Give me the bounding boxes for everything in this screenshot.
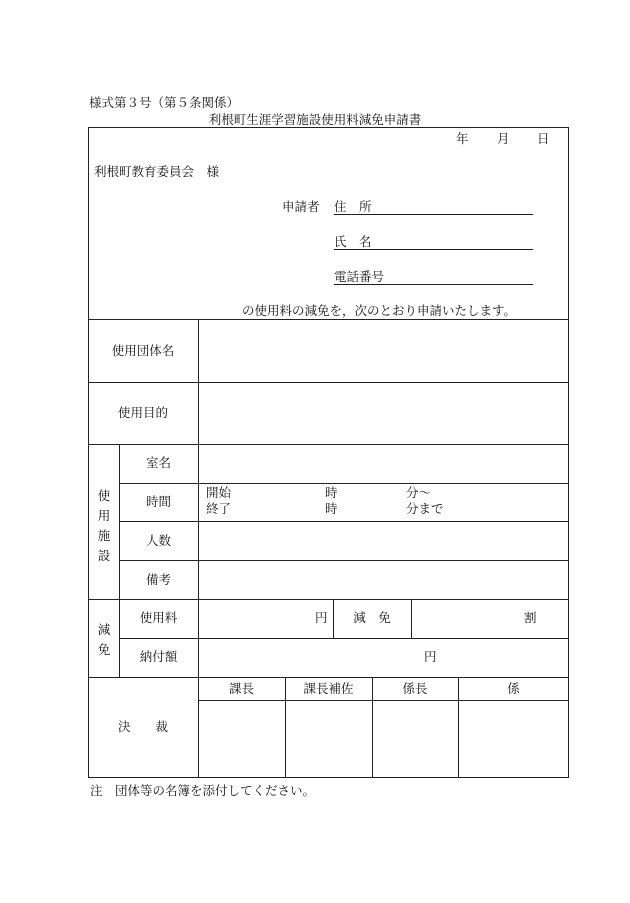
divider [88,444,569,445]
fee-yen-unit: 円 [315,610,328,625]
decision-label: 決 裁 [117,719,168,734]
reduction-group-label: 減 免 [97,622,111,657]
approval-section-chief: 課長 [228,681,254,696]
purpose-label: 使用目的 [117,405,168,420]
divider [198,700,569,701]
divider [88,677,569,678]
divider [119,483,569,484]
form-number: 様式第３号（第５条関係） [89,95,240,110]
approval-staff: 係 [507,681,520,696]
start-hour-label: 時 [325,485,338,500]
reduction-label: 減 免 [353,610,391,625]
address-underline [334,214,533,215]
percent-unit: 割 [524,610,537,625]
phone-label: 電話番号 [334,269,385,284]
column-divider [411,599,412,638]
end-hour-label: 時 [325,501,338,516]
divider [119,638,569,639]
start-label: 開始 [206,485,232,500]
group-name-label: 使用団体名 [111,343,175,358]
remarks-label: 備考 [145,572,171,587]
phone-underline [334,284,533,285]
approval-unit-chief: 係長 [402,681,428,696]
start-minute-label: 分～ [406,485,432,500]
divider [88,382,569,383]
column-divider [198,319,199,778]
form-title: 利根町生涯学習施設使用料減免申請書 [208,112,422,127]
column-divider [119,444,120,677]
name-label: 氏 名 [334,234,372,249]
date-month: 月 [497,131,510,146]
divider [88,599,569,600]
payment-yen-unit: 円 [424,649,437,664]
divider [119,560,569,561]
people-label: 人数 [145,533,171,548]
approval-assistant-chief: 課長補佐 [303,681,354,696]
facility-group-label: 使 用 施 設 [97,488,111,563]
addressee: 利根町教育委員会 様 [94,164,220,179]
divider [119,521,569,522]
room-label: 室名 [145,455,171,470]
end-minute-label: 分まで [406,501,444,516]
name-underline [334,249,533,250]
address-label: 住 所 [334,199,372,214]
date-day: 日 [537,131,550,146]
request-text: の使用料の減免を，次のとおり申請いたします。 [242,303,517,318]
applicant-label: 申請者 [282,199,320,214]
fee-label: 使用料 [139,610,178,625]
date-year: 年 [456,131,469,146]
end-label: 終了 [206,501,232,516]
time-label: 時間 [145,494,171,509]
divider [88,319,569,320]
payment-label: 納付額 [139,649,178,664]
footnote: 注 団体等の名簿を添付してください。 [90,783,316,798]
